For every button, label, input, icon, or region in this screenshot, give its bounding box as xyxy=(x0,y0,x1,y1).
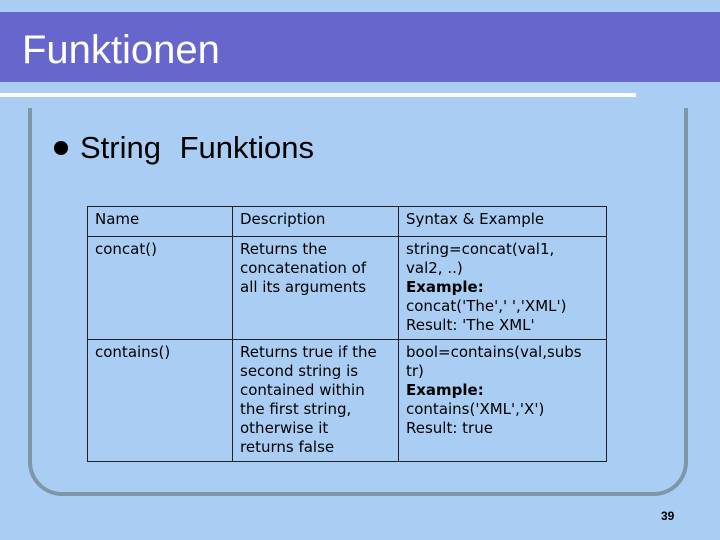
description-line: returns false xyxy=(240,438,335,456)
syntax-line: Result: 'The XML' xyxy=(406,316,535,334)
syntax-line: Example: xyxy=(406,381,484,399)
syntax-line: string=concat(val1, xyxy=(406,240,555,258)
syntax-line: bool=contains(val,subs xyxy=(406,343,582,361)
syntax-line: Result: true xyxy=(406,419,493,437)
syntax-line: tr) xyxy=(406,362,424,380)
description-line: Returns true if the xyxy=(240,343,377,361)
table-row xyxy=(88,237,607,340)
cell-syntax xyxy=(399,340,607,462)
syntax-line: concat('The',' ','XML') xyxy=(406,297,567,315)
table-header-row xyxy=(88,207,607,237)
syntax-line: val2, ..) xyxy=(406,259,463,277)
description-line: Returns the xyxy=(240,240,327,258)
slide-title: Funktionen xyxy=(22,28,220,72)
title-underline xyxy=(0,93,636,97)
cell-description xyxy=(233,237,399,340)
bullet-dot-icon xyxy=(54,141,68,155)
table-row xyxy=(88,340,607,462)
cell-name: concat() xyxy=(88,237,233,340)
cell-name: contains() xyxy=(88,340,233,462)
cell-description xyxy=(233,340,399,462)
bullet-text: String Funktions xyxy=(80,130,314,165)
description-line: the first string, xyxy=(240,400,352,418)
header-description: Description xyxy=(233,207,399,237)
description-line: concatenation of xyxy=(240,259,367,277)
description-line: all its arguments xyxy=(240,278,367,296)
description-line: second string is xyxy=(240,362,359,380)
description-line: contained within xyxy=(240,381,365,399)
functions-table xyxy=(87,206,607,462)
syntax-line: Example: xyxy=(406,278,484,296)
title-bar xyxy=(0,12,720,82)
syntax-line: contains('XML','X') xyxy=(406,400,545,418)
description-line: otherwise it xyxy=(240,419,329,437)
header-name: Name xyxy=(88,207,233,237)
bullet-item xyxy=(54,130,314,166)
cell-syntax xyxy=(399,237,607,340)
header-syntax: Syntax & Example xyxy=(399,207,607,237)
page-number: 39 xyxy=(661,509,675,523)
